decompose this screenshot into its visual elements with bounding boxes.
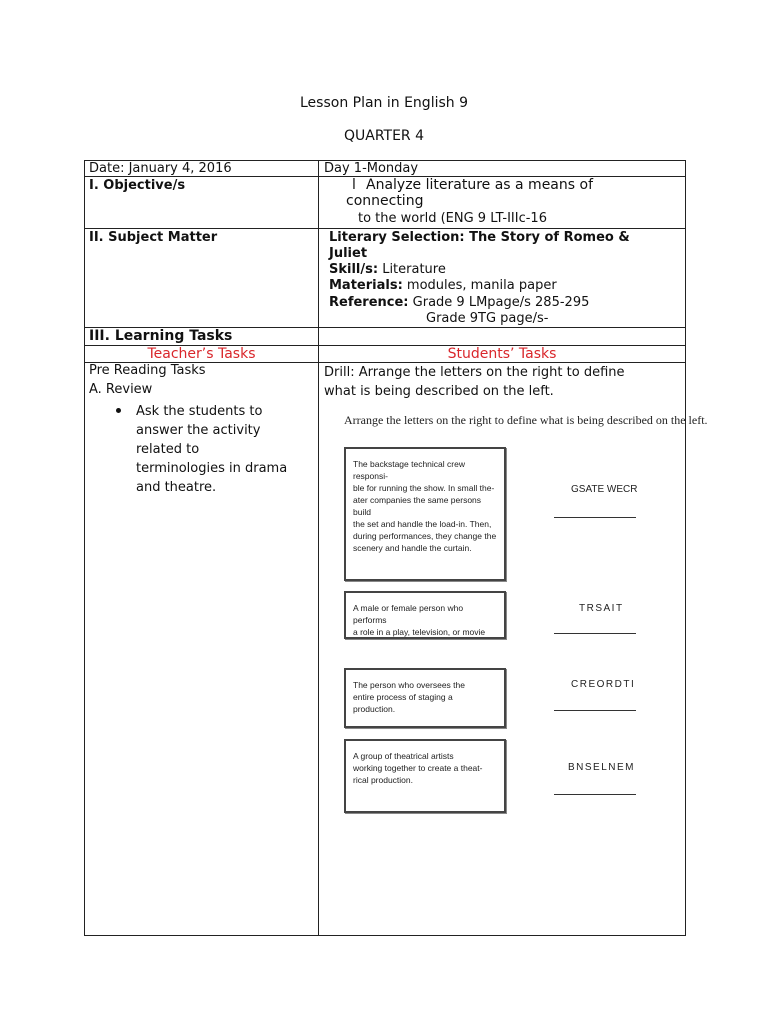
- review-heading: A. Review: [89, 382, 153, 397]
- scrambled-word: CREORDTI: [571, 679, 636, 690]
- subject-matter-label: II. Subject Matter: [89, 230, 218, 245]
- bullet-dot: [116, 408, 121, 413]
- drill-line: what is being described on the left.: [324, 384, 554, 399]
- scrambled-word: TRSAIT: [579, 603, 624, 614]
- materials-value: modules, manila paper: [406, 278, 557, 293]
- bullet-line: related to: [136, 442, 200, 457]
- worksheet-item-box: [344, 447, 506, 581]
- bullet-line: terminologies in drama: [136, 461, 288, 476]
- bullet-line: Ask the students to: [136, 404, 263, 419]
- answer-blank: [554, 794, 636, 795]
- skills-label: Skill/s:: [329, 262, 379, 277]
- literary-selection-line-2: Juliet: [329, 246, 368, 261]
- objectives-label: I. Objective/s: [89, 178, 186, 193]
- review-bullet-text: [136, 402, 287, 497]
- objective-bullet: l: [352, 177, 356, 193]
- worksheet-item-description: A male or female person who performs a role in a play, television, or movie: [353, 603, 486, 637]
- bullet-line: answer the activity: [136, 423, 261, 438]
- worksheet-item-box: [344, 739, 506, 813]
- objective-line-2: connecting: [346, 193, 424, 209]
- materials-row: [329, 278, 557, 294]
- drill-instructions: [324, 363, 625, 401]
- worksheet-item-description: The backstage technical crew responsi- ble for running the show. In small the- ater companies the same persons build the set and handle the load-in. Then, during performances, they change the scenery and handle the curtain.: [353, 459, 497, 553]
- quarter-heading: QUARTER 4: [343, 128, 425, 144]
- answer-blank: [554, 517, 636, 518]
- reference-value-2: Grade 9TG page/s-: [426, 311, 549, 326]
- literary-selection-line-1: Literary Selection: The Story of Romeo &: [329, 230, 630, 245]
- answer-blank: [554, 710, 636, 711]
- reference-row: [329, 295, 589, 311]
- worksheet-item-description: A group of theatrical artists working together to create a theat- rical production.: [353, 751, 483, 785]
- reference-label: Reference:: [329, 295, 409, 310]
- teacher-tasks-header: Teacher’s Tasks: [147, 346, 256, 362]
- worksheet-instruction: Arrange the letters on the right to define what is being described on the left.: [344, 413, 708, 427]
- date-label: Date: January 4, 2016: [89, 161, 232, 176]
- answer-blank: [554, 633, 636, 634]
- day-label: Day 1-Monday: [324, 161, 419, 176]
- skills-row: [329, 262, 446, 278]
- pre-reading-tasks: Pre Reading Tasks: [89, 363, 206, 378]
- reference-value: Grade 9 LMpage/s 285-295: [412, 295, 590, 310]
- worksheet-item-description: The person who oversees the entire process of staging a production.: [353, 680, 465, 714]
- scrambled-word: GSATE WECR: [571, 484, 638, 495]
- learning-tasks-label: III. Learning Tasks: [89, 328, 233, 344]
- skills-value: Literature: [382, 262, 446, 277]
- worksheet-item-box: [344, 591, 506, 639]
- bullet-line: and theatre.: [136, 480, 217, 495]
- worksheet-image: [330, 405, 708, 817]
- materials-label: Materials:: [329, 278, 403, 293]
- student-tasks-header: Students’ Tasks: [447, 346, 557, 362]
- scrambled-word: BNSELNEM: [568, 762, 636, 773]
- objective-line-1: Analyze literature as a means of: [366, 177, 594, 193]
- objective-line-3: to the world (ENG 9 LT-IIIc-16: [358, 211, 547, 226]
- worksheet-item-box: [344, 668, 506, 728]
- document-title: Lesson Plan in English 9: [300, 95, 468, 111]
- drill-line: Drill: Arrange the letters on the right to define: [324, 365, 625, 380]
